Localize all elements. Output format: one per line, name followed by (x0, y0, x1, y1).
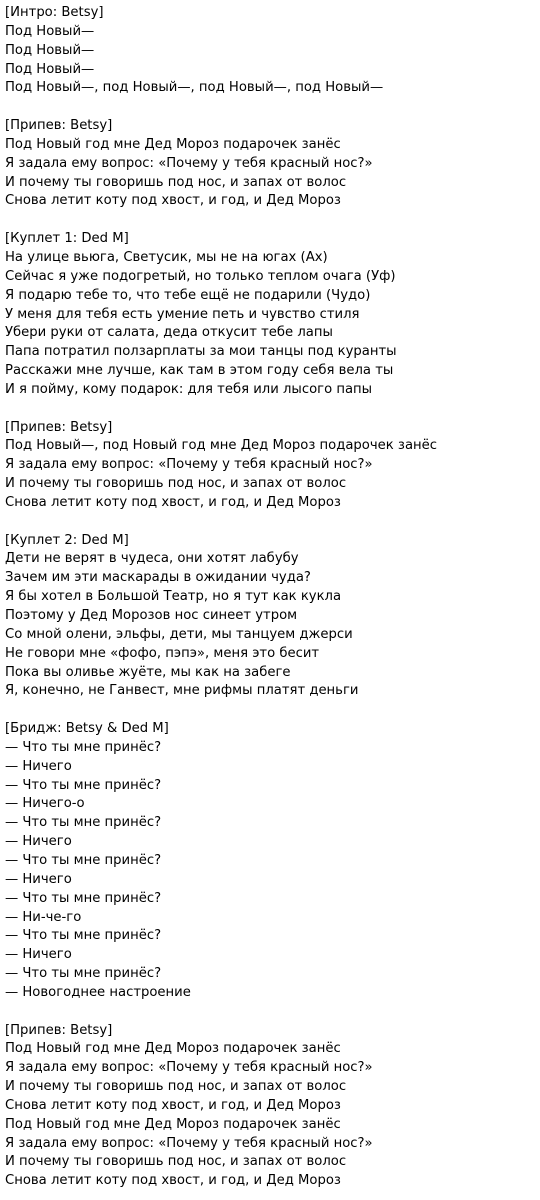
section-header: [Куплет 2: Ded M] (5, 532, 129, 548)
lyric-line: Под Новый—, под Новый год мне Дед Мороз подарочек занёс (5, 438, 438, 454)
verse-2-section (5, 532, 540, 702)
section-header: [Припев: Betsy] (5, 419, 113, 435)
lyric-line: Снова летит коту под хвост, и год, и Дед Мороз (5, 193, 341, 209)
section-header: [Куплет 1: Ded M] (5, 231, 129, 247)
lyric-line: На улице вьюга, Светусик, мы не на югах (Ах) (5, 249, 328, 265)
lyric-line: — Что ты мне принёс? (5, 739, 162, 755)
lyric-line: Под Новый год мне Дед Мороз подарочек занёс (5, 1116, 341, 1132)
chorus-section (5, 419, 540, 513)
lyric-line: Я бы хотел в Большой Театр, но я тут как кукла (5, 589, 342, 605)
lyric-line: Я задала ему вопрос: «Почему у тебя красный нос?» (5, 1060, 373, 1076)
lyric-line: Под Новый год мне Дед Мороз подарочек занёс (5, 1041, 341, 1057)
chorus-section (5, 1022, 540, 1192)
lyric-line: Под Новый— (5, 23, 95, 39)
lyric-line: Дети не верят в чудеса, они хотят лабубу (5, 551, 299, 567)
lyric-line: Под Новый год мне Дед Мороз подарочек занёс (5, 136, 341, 152)
lyric-line: Сейчас я уже подогретый, но только теплом очага (Уф) (5, 268, 396, 284)
lyric-line: — Что ты мне принёс? (5, 928, 162, 944)
section-header: [Бридж: Betsy & Ded M] (5, 721, 169, 737)
lyric-line: Под Новый— (5, 61, 95, 77)
lyric-line: Папа потратил ползарплаты за мои танцы под куранты (5, 344, 397, 360)
lyric-line: — Что ты мне принёс? (5, 815, 162, 831)
lyric-line: — Ни-че-го (5, 909, 82, 925)
section-header: [Припев: Betsy] (5, 118, 113, 134)
lyric-line: И я пойму, кому подарок: для тебя или лысого папы (5, 381, 373, 397)
lyric-line: И почему ты говоришь под нос, и запах от волос (5, 476, 347, 492)
lyric-line: Снова летит коту под хвост, и год, и Дед Мороз (5, 494, 341, 510)
lyric-line: — Ничего (5, 947, 72, 963)
lyric-line: Я задала ему вопрос: «Почему у тебя красный нос?» (5, 457, 373, 473)
lyric-line: — Что ты мне принёс? (5, 852, 162, 868)
lyric-line: — Ничего (5, 834, 72, 850)
lyric-line: У меня для тебя есть умение петь и чувство стиля (5, 306, 360, 322)
lyric-line: И почему ты говоришь под нос, и запах от волос (5, 1079, 347, 1095)
lyric-line: Под Новый— (5, 42, 95, 58)
lyric-line: И почему ты говоришь под нос, и запах от волос (5, 174, 347, 190)
lyric-line: — Ничего (5, 871, 72, 887)
lyric-line: — Что ты мне принёс? (5, 777, 162, 793)
lyric-line: Я задала ему вопрос: «Почему у тебя красный нос?» (5, 1135, 373, 1151)
lyric-line: — Ничего-о (5, 796, 85, 812)
bridge-section (5, 720, 540, 1003)
lyric-line: Пока вы оливье жуёте, мы как на забеге (5, 664, 291, 680)
lyric-line: Расскажи мне лучше, как там в этом году себя вела ты (5, 363, 394, 379)
lyric-line: Я подарю тебе то, что тебе ещё не подарили (Чудо) (5, 287, 371, 303)
lyric-line: — Новогоднее настроение (5, 984, 191, 1000)
intro-section (5, 4, 540, 98)
lyric-line: Снова летит коту под хвост, и год, и Дед Мороз (5, 1173, 341, 1189)
lyric-line: — Что ты мне принёс? (5, 966, 162, 982)
verse-1-section (5, 230, 540, 400)
lyric-line: Под Новый—, под Новый—, под Новый—, под Новый— (5, 80, 384, 96)
lyric-line: Поэтому у Дед Морозов нос синеет утром (5, 608, 298, 623)
lyric-line: И почему ты говоришь под нос, и запах от волос (5, 1154, 347, 1170)
lyric-line: Снова летит коту под хвост, и год, и Дед Мороз (5, 1097, 341, 1113)
lyric-line: Я, конечно, не Ганвест, мне рифмы платят деньги (5, 683, 359, 699)
section-header: [Интро: Betsy] (5, 5, 104, 20)
chorus-section (5, 117, 540, 211)
lyric-line: Зачем им эти маскарады в ожидании чуда? (5, 570, 311, 586)
section-header: [Припев: Betsy] (5, 1022, 113, 1038)
lyric-line: Со мной олени, эльфы, дети, мы танцуем джерси (5, 626, 353, 642)
lyric-line: Не говори мне «фофо, пэпэ», меня это бесит (5, 645, 320, 661)
lyric-line: Я задала ему вопрос: «Почему у тебя красный нос?» (5, 155, 373, 171)
lyric-line: — Что ты мне принёс? (5, 890, 162, 906)
lyric-line: Убери руки от салата, деда откусит тебе лапы (5, 325, 333, 341)
lyric-line: — Ничего (5, 758, 72, 774)
